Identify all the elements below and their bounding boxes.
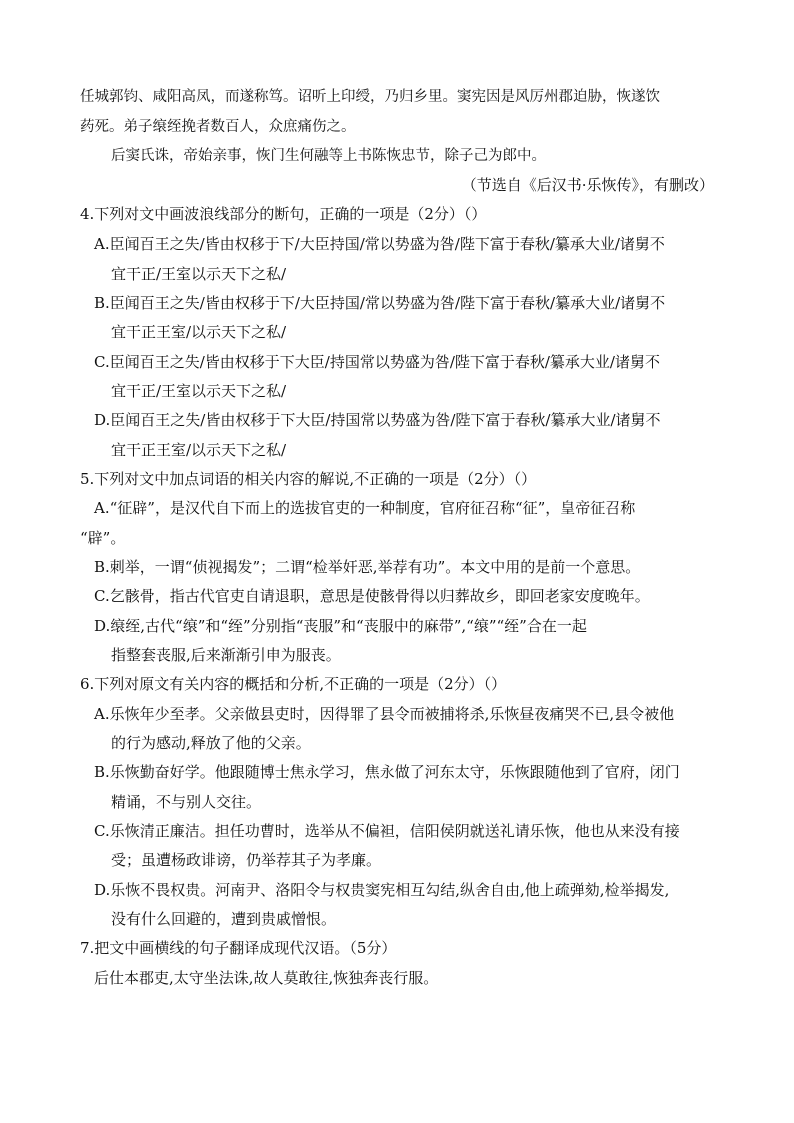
question-4-stem: 4.下列对文中画波浪线部分的断句，正确的一项是（2分）（） (80, 205, 487, 223)
question-6-option-d-line-1: D.乐恢不畏权贵。河南尹、洛阳令与权贵窦宪相互勾结,纵舍自由,他上疏弹劾,检举揭发, (94, 881, 670, 899)
passage-line-1: 任城郭钧、咸阳高凤，而遂称笃。诏听上印绶，乃归乡里。窦宪因是风厉州郡迫胁，恢遂饮 (80, 89, 660, 105)
question-4-option-c-line-1: C.臣闻百王之失/皆由权移于下大臣/持国常以势盛为咎/陛下富于春秋/纂承大业/诸舅不 (94, 353, 660, 371)
passage-source: （节选自《后汉书·乐恢传》，有删改） (461, 176, 714, 194)
question-6-option-c-line-2: 受；虽遭杨政诽谤，仍举荐其子为孝廉。 (111, 851, 382, 869)
question-5-option-a-line-2: “辟”。 (80, 529, 126, 547)
question-5-option-b: B.刺举，一谓“侦视揭发”；二谓“检举奸恶,举荐有功”。本文中用的是前一个意思。 (94, 558, 641, 576)
question-4-option-d-line-1: D.臣闻百王之失/皆由权移于下大臣/持国常以势盛为咎/陛下富于春秋/纂承大业/诸舅不 (94, 411, 661, 429)
question-6-option-a-line-2: 的行为感动,释放了他的父亲。 (111, 734, 311, 752)
question-7-stem: 7.把文中画横线的句子翻译成现代汉语。（5分） (80, 939, 397, 957)
question-4-option-a-line-2: 宜干正/王室以示天下之私/ (111, 265, 287, 283)
passage-line-2: 药死。弟子缞绖挽者数百人，众庶痛伤之。 (80, 119, 356, 135)
question-5-option-d-line-2: 指整套丧服,后来渐渐引申为服丧。 (111, 646, 341, 664)
question-6-option-b-line-2: 精诵，不与别人交往。 (111, 793, 262, 811)
question-4-option-b-line-1: B.臣闻百王之失/皆由权移于下/大臣持国/常以势盛为咎/陛下富于春秋/纂承大业/诸舅不 (94, 294, 666, 312)
question-4-option-b-line-2: 宜干正王室/以示天下之私/ (111, 323, 287, 341)
passage-line-3: 后窦氏诛，帝始亲事，恢门生何融等上书陈恢忠节，除子己为郎中。 (111, 148, 546, 164)
question-4-option-d-line-2: 宜干正王室/以示天下之私/ (111, 441, 287, 459)
question-6-option-d-line-2: 没有什么回避的，遭到贵戚憎恨。 (111, 910, 337, 928)
question-5-option-a-line-1: A.“征辟”，是汉代自下而上的选拔官吏的一种制度，官府征召称“征”，皇帝征召称 (94, 499, 636, 517)
question-5-option-c: C.乞骸骨，指古代官吏自请退职，意思是使骸骨得以归葬故乡，即回老家安度晚年。 (94, 587, 650, 605)
question-6-option-c-line-1: C.乐恢清正廉洁。担任功曹时，选举从不偏袒，信阳侯阴就送礼请乐恢，他也从来没有接 (94, 822, 680, 840)
question-6-option-b-line-1: B.乐恢勤奋好学。他跟随博士焦永学习，焦永做了河东太守，乐恢跟随他到了官府，闭门 (94, 763, 680, 781)
question-4-option-a-line-1: A.臣闻百王之失/皆由权移于下/大臣持国/常以势盛为咎/陛下富于春秋/纂承大业/诸舅不 (94, 235, 665, 253)
question-5-option-d-line-1: D.缞绖,古代“缞”和“绖”分别指“丧服”和“丧服中的麻带”,“缞”“绖”合在一起 (94, 617, 587, 635)
question-6-stem: 6.下列对原文有关内容的概括和分析,不正确的一项是（2分）（） (80, 675, 507, 693)
question-4-option-c-line-2: 宜干正/王室以示天下之私/ (111, 382, 287, 400)
question-5-stem: 5.下列对文中加点词语的相关内容的解说,不正确的一项是（2分）（） (80, 470, 537, 488)
question-7-sentence: 后仕本郡吏,太守坐法诛,故人莫敢往,恢独奔丧行服。 (94, 969, 439, 987)
question-6-option-a-line-1: A.乐恢年少至孝。父亲做县吏时，因得罪了县令而被捕将杀,乐恢昼夜痛哭不已,县令被他 (94, 705, 675, 723)
